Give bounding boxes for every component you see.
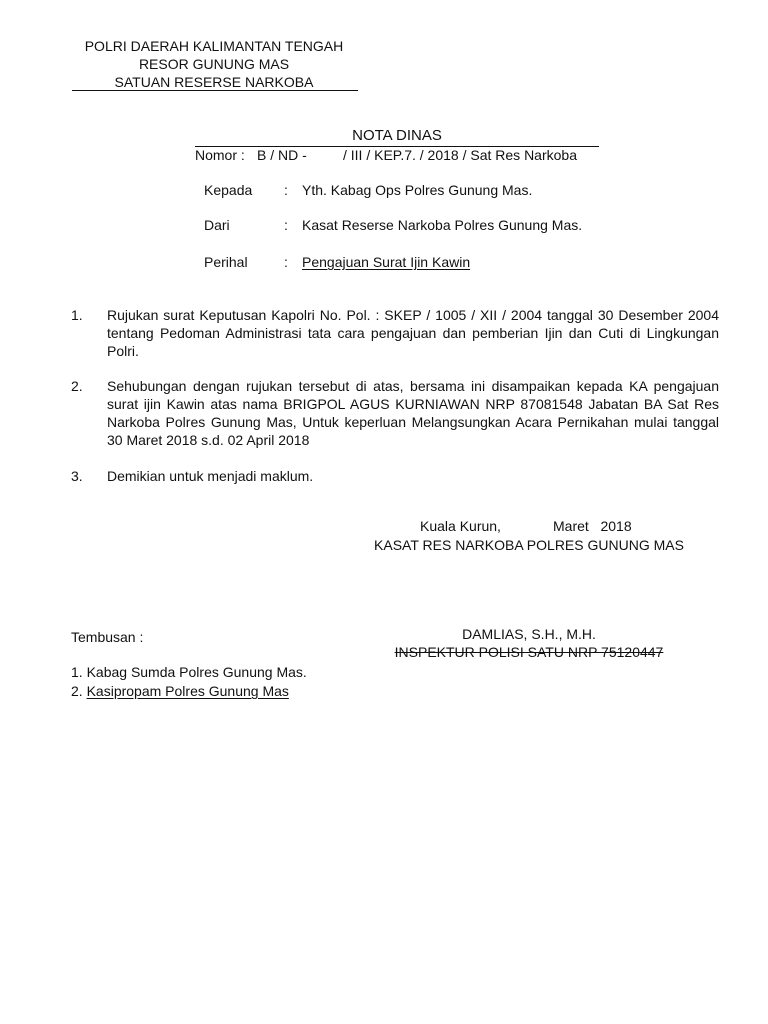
memo-title: NOTA DINAS xyxy=(352,127,442,144)
dari-label: Dari xyxy=(204,217,230,233)
dari-colon: : xyxy=(284,217,288,233)
tembusan-item-2-text: Kasipropam Polres Gunung Mas xyxy=(86,683,289,699)
perihal-colon: : xyxy=(284,254,288,270)
item-3-number: 3. xyxy=(71,468,83,484)
tembusan-item-2 xyxy=(71,682,289,700)
item-2-number: 2. xyxy=(71,378,83,394)
perihal-label: Perihal xyxy=(204,254,248,270)
signatory-rank: INSPEKTUR POLISI SATU NRP 75120447 xyxy=(394,644,664,660)
item-1-number: 1. xyxy=(71,307,83,323)
perihal-value: Pengajuan Surat Ijin Kawin xyxy=(302,254,471,270)
letterhead-line-2: RESOR GUNUNG MAS xyxy=(138,56,290,72)
tembusan-title: Tembusan : xyxy=(71,629,144,645)
nomor-label: Nomor : xyxy=(195,147,245,163)
signature-date: Maret 2018 xyxy=(553,518,632,534)
signature-place: Kuala Kurun, xyxy=(420,518,501,534)
nomor-suffix: / III / KEP.7. / 2018 / Sat Res Narkoba xyxy=(343,147,577,163)
item-2-text: Sehubungan dengan rujukan tersebut di atas, bersama ini disampaikan kepada KA pengajuan surat ijin Kawin atas nama BRIGPOL AGUS KURNIAWAN NRP 87081548 Jabatan BA Sat Res Narkoba Polres Gunung Mas, Untuk keperluan Melangsungkan Acara Pernikahan mulai tanggal 30 Maret 2018 s.d. 02 April 2018 xyxy=(107,378,719,448)
letterhead-line-1: POLRI DAERAH KALIMANTAN TENGAH xyxy=(84,38,344,54)
tembusan-item-1: 1. Kabag Sumda Polres Gunung Mas. xyxy=(71,664,307,680)
signature-position: KASAT RES NARKOBA POLRES GUNUNG MAS xyxy=(374,537,684,553)
letterhead-line-3: SATUAN RESERSE NARKOBA xyxy=(114,74,314,90)
kepada-colon: : xyxy=(284,182,288,198)
kepada-label: Kepada xyxy=(204,182,253,198)
kepada-value: Yth. Kabag Ops Polres Gunung Mas. xyxy=(302,182,533,198)
item-3-text: Demikian untuk menjadi maklum. xyxy=(107,468,314,484)
letterhead-divider xyxy=(72,90,358,91)
tembusan-item-2-number: 2. xyxy=(71,683,83,699)
nomor-prefix: B / ND - xyxy=(257,147,307,163)
letterhead xyxy=(70,37,358,91)
item-1-text: Rujukan surat Keputusan Kapolri No. Pol. : SKEP / 1005 / XII / 2004 tanggal 30 Desember 2004 tentang Pedoman Administrasi tata cara pengajuan dan pemberian Ijin dan Cuti di Lingkungan Polri. xyxy=(107,307,719,359)
dari-value: Kasat Reserse Narkoba Polres Gunung Mas. xyxy=(302,217,583,233)
signatory-name: DAMLIAS, S.H., M.H. xyxy=(462,626,596,642)
